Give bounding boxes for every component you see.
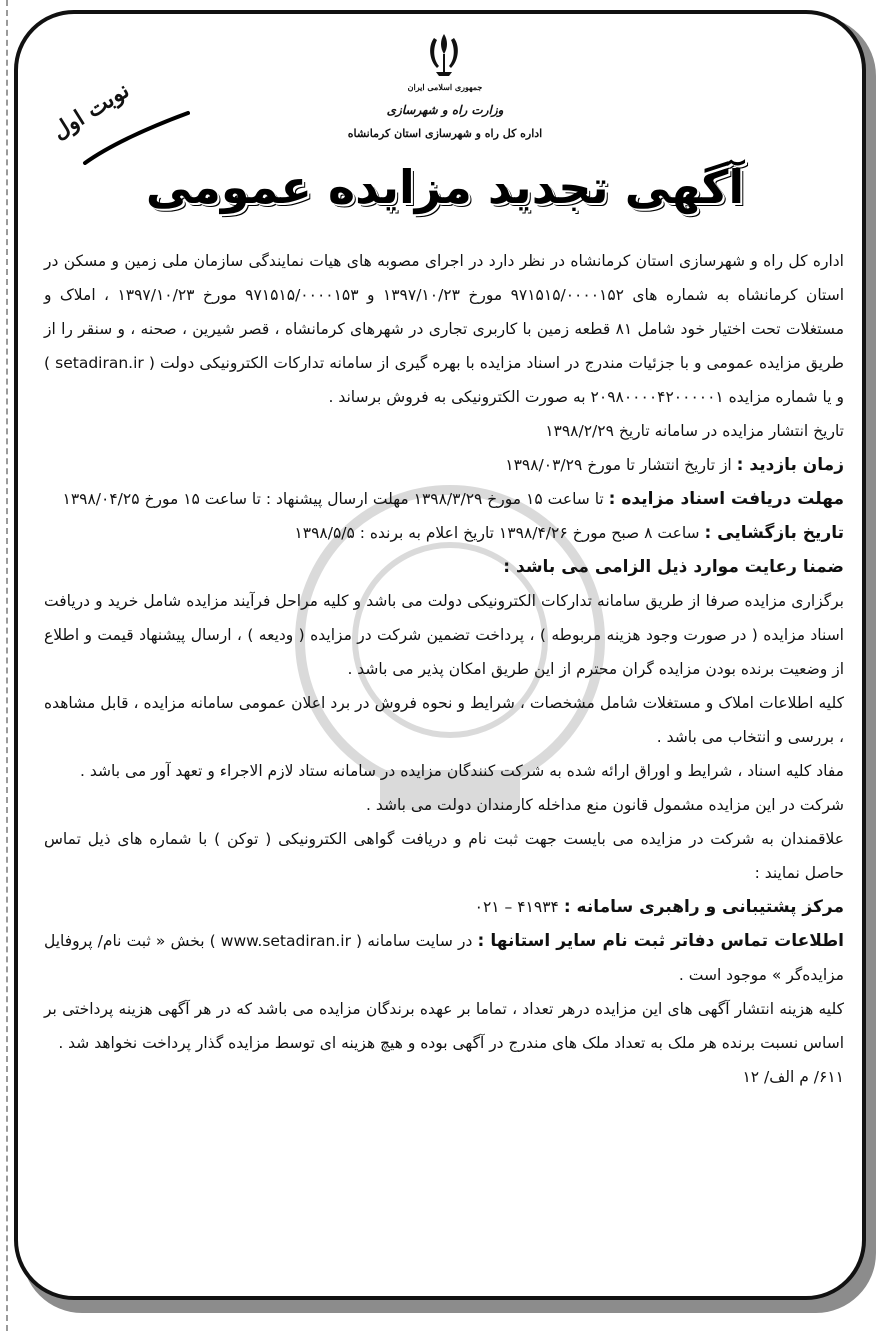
intro-paragraph: اداره کل راه و شهرسازی استان کرمانشاه در نظر دارد در اجرای مصوبه های هیات نمایندگی سازمان ملی زمین و مسکن در استان کرمانشاه به شماره های ۹۷۱۵۱۵/۰۰۰۰۱۵۲ مورخ ۱۳۹۷/۱۰/۲۳ و ۹۷۱۵۱۵/۰۰۰۰۱۵۳ مورخ ۱۳۹۷/۱۰/۲۳ ، املاک و مستغلات تحت اختیار خود شامل ۸۱ قطعه زمین با کاربری تجاری در شهرهای کرمانشاه ، قصر شیرین ، صحنه ، و سنقر را از طریق مزایده عمومی و با جزئیات مندرج در اسناد مزایده با بهره گیری از سامانه تدارکات الکترونیکی دولت ( setadiran.ir ) و یا شماره مزایده ۲۰۹۸۰۰۰۰۴۲۰۰۰۰۰۱ به صورت الکترونیکی به فروش برساند . <box>44 252 845 406</box>
notice-title: آگهی تجدید مزایده عمومی <box>145 160 745 214</box>
country-name: جمهوری اسلامی ایران <box>407 82 483 92</box>
publish-date: تاریخ انتشار مزایده در سامانه تاریخ ۱۳۹۸/۲/۲۹ <box>545 422 844 440</box>
iran-emblem-icon <box>423 30 465 80</box>
documents-line <box>44 482 844 516</box>
notice-body <box>44 244 844 1094</box>
requirement-item: برگزاری مزایده صرفا از طریق سامانه تدارکات الکترونیکی دولت می باشد و کلیه مراحل فرآیند مزایده شامل خرید و دریافت اسناد مزایده ( در صورت وجود هزینه مربوطه ) ، پرداخت تضمین شرکت در مزایده ( ودیعه ) ، ارسال پیشنهاد قیمت و اطلاع از وضعیت برنده بودن مزایده گران محترم از این طریق امکان پذیر می باشد . <box>44 592 844 678</box>
support-value: ۴۱۹۳۴ – ۰۲۱ <box>474 898 564 916</box>
opening-value: ساعت ۸ صبح مورخ ۱۳۹۸/۴/۲۶ تاریخ اعلام به برنده : ۱۳۹۸/۵/۵ <box>294 524 705 542</box>
publication-round-label: نوبت اول <box>47 77 134 145</box>
visit-line <box>44 448 844 482</box>
documents-value: تا ساعت ۱۵ مورخ ۱۳۹۸/۳/۲۹ مهلت ارسال پیشنهاد : تا ساعت ۱۵ مورخ ۱۳۹۸/۰۴/۲۵ <box>62 490 609 508</box>
requirement-item: شرکت در این مزایده مشمول قانون منع مداخله کارمندان دولت می باشد . <box>365 796 844 814</box>
documents-label: مهلت دریافت اسناد مزایده : <box>608 489 844 509</box>
opening-line <box>44 516 844 550</box>
footer-code: ۶۱۱/ م الف/ ۱۲ <box>742 1068 844 1086</box>
requirement-item: مفاد کلیه اسناد ، شرایط و اوراق ارائه شده به شرکت کنندگان مزایده در سامانه ستاد لازم الاجراء و تعهد آور می باشد . <box>80 762 844 780</box>
requirement-item: علاقمندان به شرکت در مزایده می بایست جهت ثبت نام و دریافت گواهی الکترونیکی ( توکن ) با شماره های ذیل تماس حاصل نمایند : <box>44 830 844 882</box>
requirement-item: کلیه اطلاعات املاک و مستغلات شامل مشخصات ، شرایط و نحوه فروش در برد اعلان عمومی سامانه مزایده ، قابل مشاهده ، بررسی و انتخاب می باشد . <box>44 694 844 746</box>
contact-label: اطلاعات تماس دفاتر ثبت نام سایر استانها : <box>477 931 844 951</box>
department-name: اداره کل راه و شهرسازی استان کرمانشاه <box>347 127 543 140</box>
ministry-name: وزارت راه و شهرسازی <box>386 103 504 117</box>
support-label: مرکز پشتیبانی و راهبری سامانه : <box>563 897 844 917</box>
contact-line <box>44 924 844 992</box>
costs-paragraph: کلیه هزینه انتشار آگهی های این مزایده درهر تعداد ، تماما بر عهده برندگان مزایده می باشد که در هر آگهی هزینه پرداختی بر اساس نسبت برنده هر ملک به تعداد ملک های مندرج در آگهی بوده و هیچ هزینه ای توسط مزایده گذار پرداخت نخواهد شد . <box>44 1000 844 1052</box>
page-edge <box>0 0 8 1331</box>
requirements-heading: ضمنا رعایت موارد ذیل الزامی می باشد : <box>503 557 844 577</box>
opening-label: تاریخ بازگشایی : <box>704 523 844 543</box>
visit-value: از تاریخ انتشار تا مورخ ۱۳۹۸/۰۳/۲۹ <box>505 456 737 474</box>
visit-label: زمان بازدید : <box>736 455 844 475</box>
support-line <box>44 890 844 924</box>
contact-value: در سایت سامانه ( www.setadiran.ir ) بخش « ثبت نام/ پروفایل مزایده‌گر » موجود است . <box>44 932 844 984</box>
